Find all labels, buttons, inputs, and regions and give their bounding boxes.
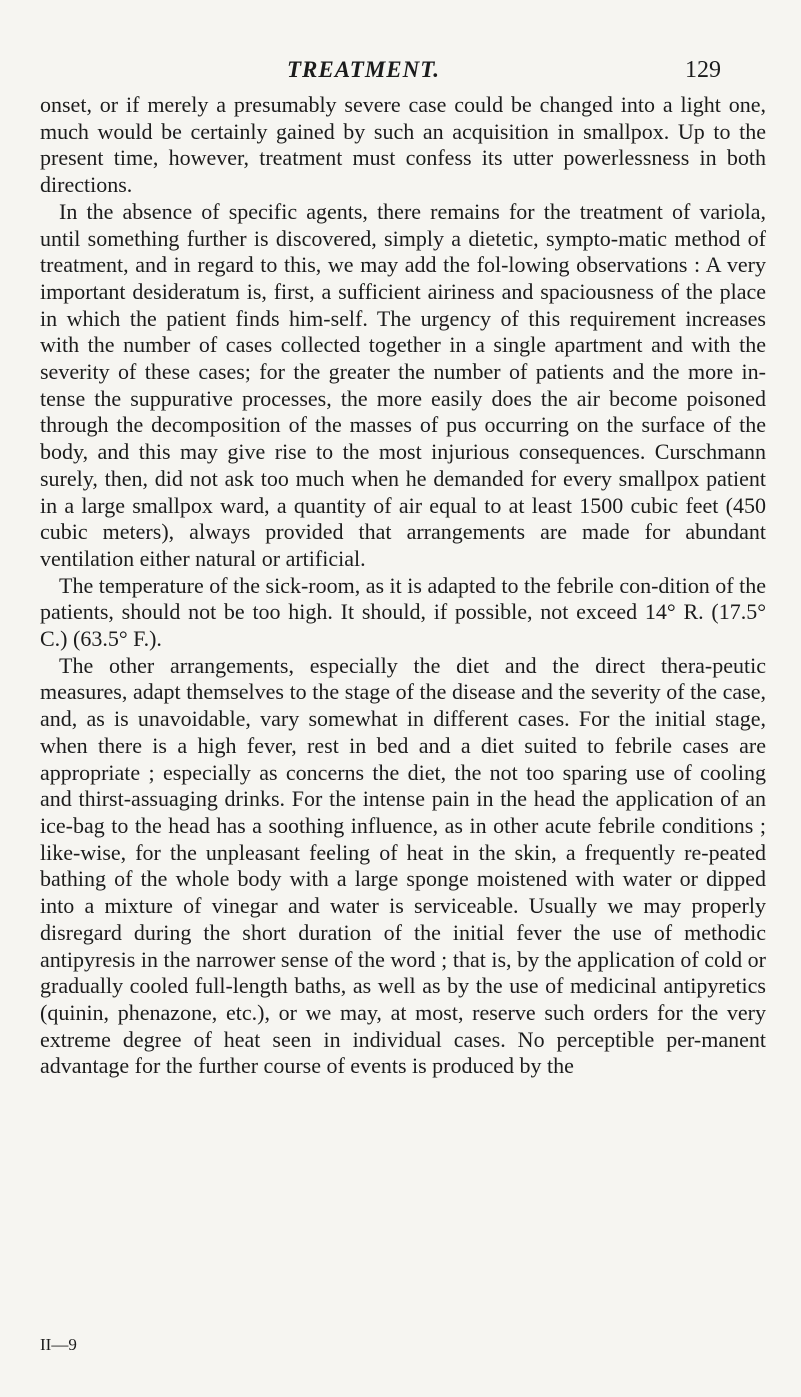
paragraph-continued: onset, or if merely a presumably severe case could be changed into a light one, much would be certainly gained by such an acquisition in smallpox. Up to the present time, however, treatment must confess its utter powerlessness in both directions. (40, 92, 766, 198)
paragraph-temperature: The temperature of the sick-room, as it is adapted to the febrile con-dition of the patients, should not be too high. It should, if possible, not exceed 14° R. (17.5° C.) (63.5° F.). (40, 572, 766, 652)
signature-mark: II—9 (40, 1335, 77, 1354)
page-number: 129 (685, 57, 721, 83)
body-text (40, 92, 766, 1080)
paragraph-specific-agents: In the absence of specific agents, there remains for the treatment of variola, until something further is discovered, simply a dietetic, sympto-matic method of treatment, and in regard to this, we may add the fol-lowing observations : A very important desideratum is, first, a sufficient airiness and spaciousness of the place in which the patient finds him-self. The urgency of this requirement increases with the number of cases collected together in a single apartment and with the severity of these cases; for the greater the number of patients and the more in-tense the suppurative processes, the more easily does the air become poisoned through the decomposition of the masses of pus occurring on the surface of the body, and this may give rise to the most injurious consequences. Curschmann surely, then, did not ask too much when he demanded for every smallpox patient in a large smallpox ward, a quantity of air equal to at least 1500 cubic feet (450 cubic meters), always provided that arrangements are made for abundant ventilation either natural or artificial. (40, 198, 766, 571)
running-title: TREATMENT. (287, 57, 440, 82)
paragraph-other-arrangements: The other arrangements, especially the diet and the direct thera-peutic measures, adapt themselves to the stage of the disease and the severity of the case, and, as is unavoidable, vary somewhat in different cases. For the initial stage, when there is a high fever, rest in bed and a diet suited to febrile cases are appropriate ; especially as concerns the diet, the not too sparing use of cooling and thirst-assuaging drinks. For the intense pain in the head the application of an ice-bag to the head has a soothing influence, as in other acute febrile conditions ; like-wise, for the unpleasant feeling of heat in the skin, a frequently re-peated bathing of the whole body with a large sponge moistened with water or dipped into a mixture of vinegar and water is serviceable. Usually we may properly disregard during the short duration of the initial fever the use of methodic antipyresis in the narrower sense of the word ; that is, by the application of cold or gradually cooled full-length baths, as well as by the use of medicinal antipyretics (quinin, phenazone, etc.), or we may, at most, reserve such orders for the very extreme degree of heat seen in individual cases. No perceptible per-manent advantage for the further course of events is produced by the (40, 652, 766, 1079)
